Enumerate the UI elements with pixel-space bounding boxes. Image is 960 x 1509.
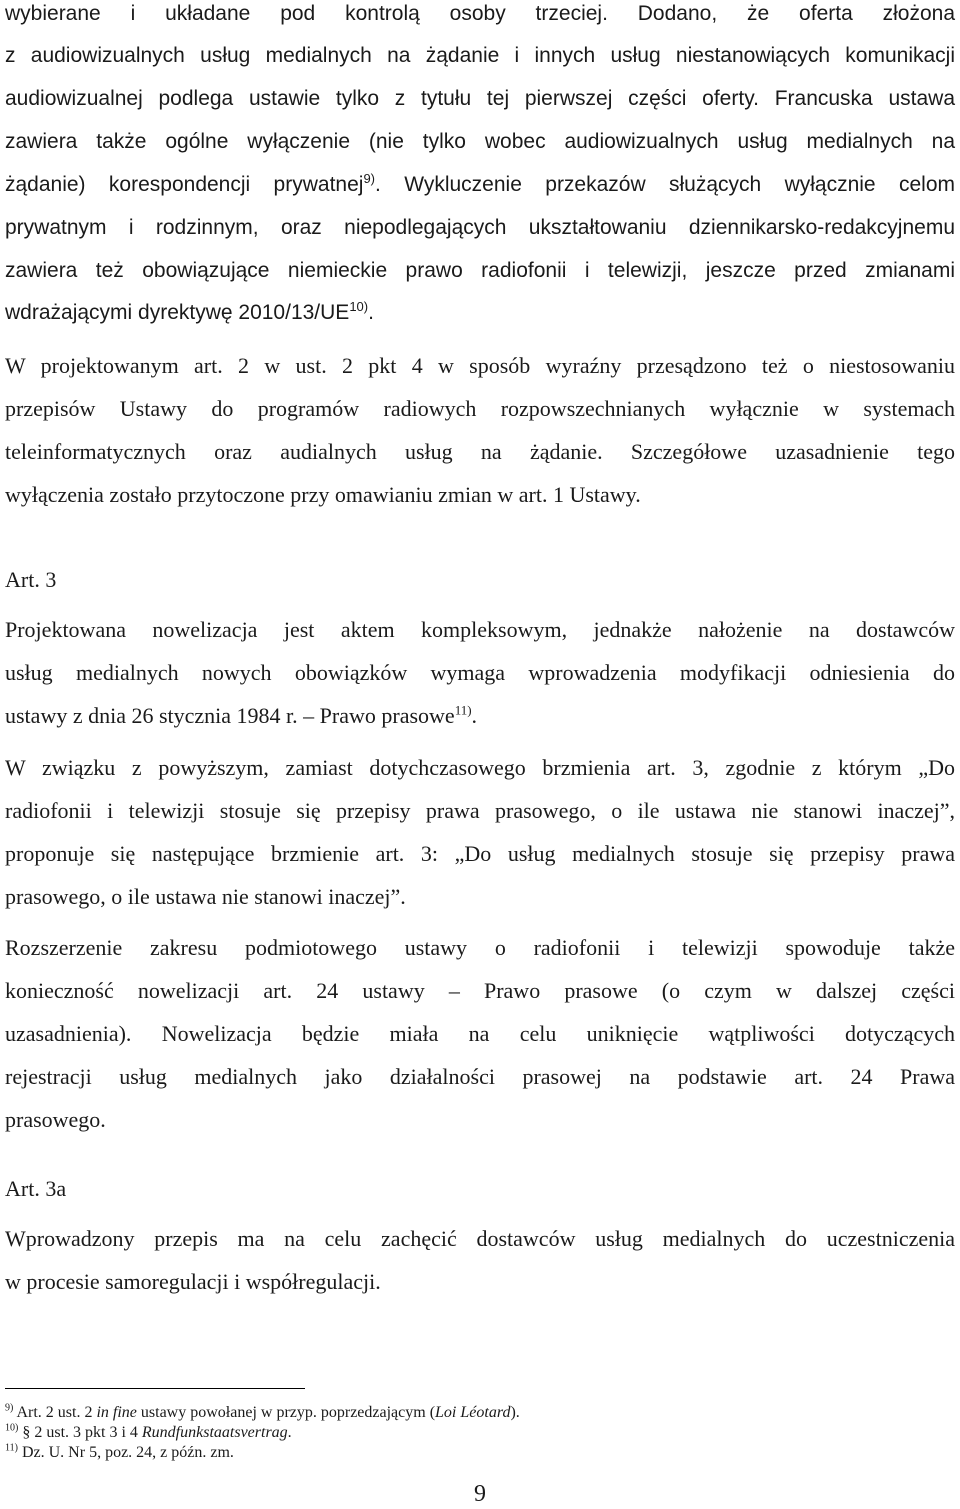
heading-art-3a: Art. 3a: [5, 1176, 67, 1201]
footnote-10-text-end: .: [287, 1424, 292, 1441]
footnote-9-italic-2: Loi Léotard: [435, 1404, 511, 1421]
paragraph-1-line-2: z audiowizualnych usług medialnych na żądanie i innych usług niestanowiących komunikacji: [5, 44, 955, 67]
footnote-ref-11: 11): [454, 702, 472, 718]
paragraph-4-line-2: radiofonii i telewizji stosuje się przepisy prawa prasowego, o ile ustawa nie stanowi inaczej”,: [5, 798, 955, 823]
paragraph-1-line-8: [5, 299, 955, 327]
paragraph-2-line-1: W projektowanym art. 2 w ust. 2 pkt 4 w sposób wyraźny przesądzono też o niestosowaniu: [5, 353, 955, 378]
heading-art-3: Art. 3: [5, 567, 57, 592]
paragraph-1-line-5: [5, 171, 955, 199]
footnote-9-text: Art. 2 ust. 2: [16, 1404, 97, 1421]
paragraph-3-line-3-text-cont: .: [471, 703, 478, 728]
paragraph-1-line-8-text-cont: .: [368, 301, 374, 324]
paragraph-1-line-1: wybierane i układane pod kontrolą osoby trzeciej. Dodano, że oferta złożona: [5, 2, 955, 25]
paragraph-6-line-1: Wprowadzony przepis ma na celu zachęcić dostawców usług medialnych do uczestniczenia: [5, 1226, 955, 1251]
paragraph-5-line-3: uzasadnienia). Nowelizacja będzie miała na celu uniknięcie wątpliwości dotyczących: [5, 1021, 955, 1046]
paragraph-5-line-2: konieczność nowelizacji art. 24 ustawy – Prawo prasowe (o czym w dalszej części: [5, 978, 955, 1003]
paragraph-2-line-3: teleinformatycznych oraz audialnych usług na żądanie. Szczegółowe uzasadnienie tego: [5, 439, 955, 464]
footnote-10-mark: 10): [5, 1422, 19, 1434]
footnote-9: [5, 1403, 520, 1423]
paragraph-1-line-7: zawiera też obowiązujące niemieckie prawo radiofonii i telewizji, jeszcze przed zmianami: [5, 259, 955, 282]
paragraph-1-line-5-text-cont: . Wykluczenie przekazów służących wyłącznie celom: [375, 173, 955, 196]
footnote-10-text: § 2 ust. 3 pkt 3 i 4: [22, 1424, 142, 1441]
paragraph-1-line-6: prywatnym i rodzinnym, oraz niepodlegających ukształtowaniu dziennikarsko-redakcyjnemu: [5, 216, 955, 239]
paragraph-5-line-4: rejestracji usług medialnych jako działalności prasowej na podstawie art. 24 Prawa: [5, 1064, 955, 1089]
footnote-separator: [5, 1388, 305, 1389]
paragraph-5-line-5: prasowego.: [5, 1107, 106, 1132]
footnote-ref-9: 9): [363, 171, 375, 186]
footnote-9-text-end: ).: [510, 1404, 520, 1421]
footnote-10: [5, 1423, 292, 1443]
paragraph-2-line-4: wyłączenia zostało przytoczone przy omawianiu zmian w art. 1 Ustawy.: [5, 482, 641, 507]
paragraph-2-line-2: przepisów Ustawy do programów radiowych rozpowszechnianych wyłącznie w systemach: [5, 396, 955, 421]
footnote-11-mark: 11): [5, 1442, 18, 1454]
paragraph-3-line-3-text: ustawy z dnia 26 stycznia 1984 r. – Prawo prasowe: [5, 703, 455, 728]
paragraph-4-line-3: proponuje się następujące brzmienie art. 3: „Do usług medialnych stosuje się przepisy prawa: [5, 841, 955, 866]
paragraph-5-line-1: Rozszerzenie zakresu podmiotowego ustawy o radiofonii i telewizji spowoduje także: [5, 935, 955, 960]
footnote-9-mark: 9): [5, 1402, 14, 1414]
footnote-11-text: Dz. U. Nr 5, poz. 24, z późn. zm.: [21, 1444, 234, 1461]
paragraph-1-line-4: zawiera także ogólne wyłączenie (nie tylko wobec audiowizualnych usług medialnych na: [5, 130, 955, 153]
paragraph-4-line-1: W związku z powyższym, zamiast dotychczasowego brzmienia art. 3, zgodnie z którym „Do: [5, 755, 955, 780]
footnote-9-text-mid: ustawy powołanej w przyp. poprzedzającym (: [136, 1404, 436, 1421]
paragraph-3-line-1: Projektowana nowelizacja jest aktem kompleksowym, jednakże nałożenie na dostawców: [5, 617, 955, 642]
footnote-11: [5, 1443, 234, 1463]
page-number: 9: [474, 1481, 486, 1507]
paragraph-4-line-4: prasowego, o ile ustawa nie stanowi inaczej”.: [5, 884, 406, 909]
paragraph-1-line-5-text: żądanie) korespondencji prywatnej: [5, 173, 364, 196]
paragraph-3-line-3: [5, 702, 955, 730]
paragraph-1-line-3: audiowizualnej podlega ustawie tylko z tytułu tej pierwszej części oferty. Francuska ustawa: [5, 87, 955, 110]
footnote-ref-10: 10): [349, 299, 369, 314]
footnote-9-italic: in fine: [96, 1404, 137, 1421]
paragraph-1-line-8-text: wdrażającymi dyrektywę 2010/13/UE: [5, 301, 350, 324]
footnote-10-italic: Rundfunkstaatsvertrag: [141, 1424, 288, 1441]
paragraph-3-line-2: usług medialnych nowych obowiązków wymaga wprowadzenia modyfikacji odniesienia do: [5, 660, 955, 685]
paragraph-6-line-2: w procesie samoregulacji i współregulacji.: [5, 1269, 381, 1294]
